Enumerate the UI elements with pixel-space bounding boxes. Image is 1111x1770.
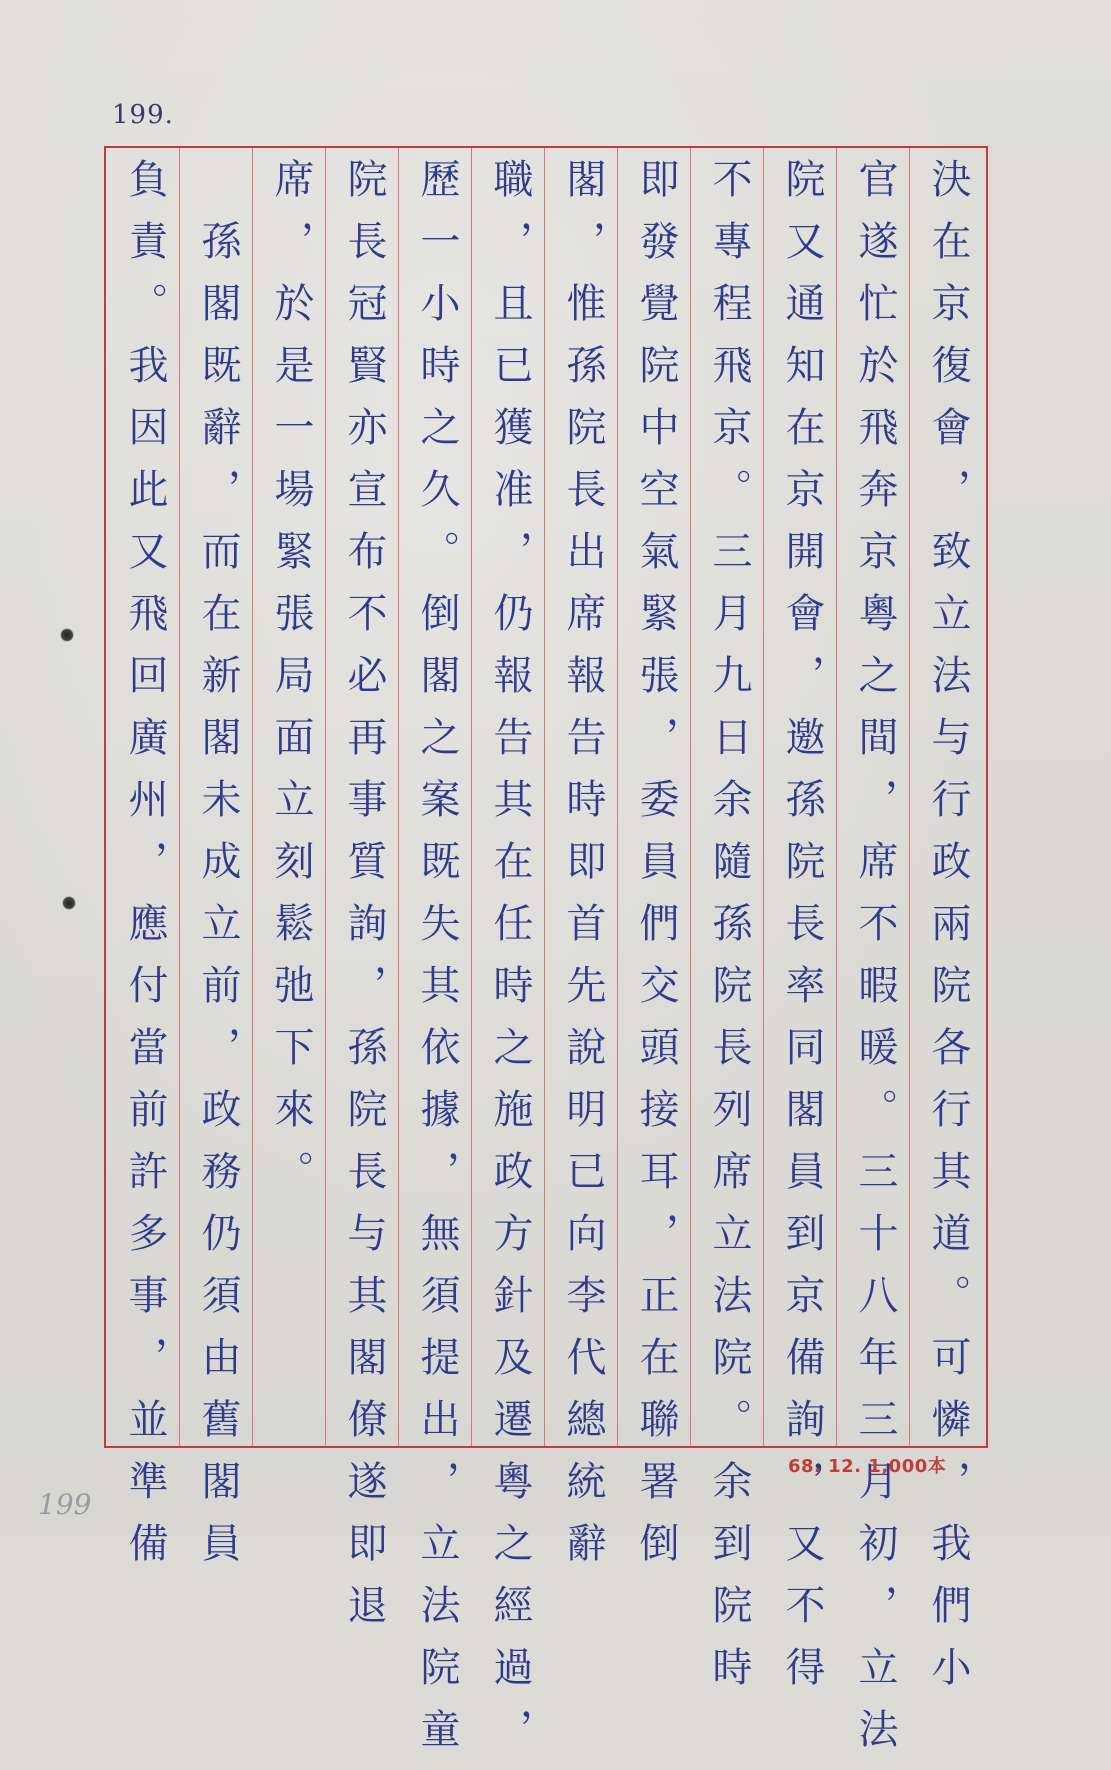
text-column-1: 決在京復會，致立法与行政兩院各行其道。可憐，我們小 [925, 158, 971, 1708]
text-column-5: 即發覺院中空氣緊張，委員們交頭接耳，正在聯署倒 [633, 158, 679, 1584]
column-rule [763, 148, 764, 1446]
text-column-8: 歷一小時之久。倒閣之案既失其依據，無須提出，立法院童 [414, 158, 460, 1770]
column-rule [617, 148, 618, 1446]
column-rule [252, 148, 253, 1446]
column-rule [325, 148, 326, 1446]
binding-hole [60, 628, 74, 642]
text-column-4: 不專程飛京。三月九日余隨孫院長列席立法院。余到院時 [706, 158, 752, 1708]
text-column-6: 閣，惟孫院長出席報告時即首先說明已向李代總統辭 [560, 158, 606, 1584]
column-rule [836, 148, 837, 1446]
text-column-9: 院長冠賢亦宣布不必再事質詢，孫院長与其閣僚遂即退 [341, 158, 387, 1646]
page-number-bottom: 199 [38, 1488, 92, 1521]
column-rule [398, 148, 399, 1446]
column-rule [544, 148, 545, 1446]
text-column-2: 官遂忙於飛奔京粵之間，席不暇暖。三十八年三月初，立法 [852, 158, 898, 1770]
column-rule [690, 148, 691, 1446]
column-rule [909, 148, 910, 1446]
text-column-12: 負責。我因此又飛回廣州，應付當前許多事，並準備 [122, 158, 168, 1584]
text-column-7: 職，且已獲准，仍報告其在任時之施政方針及遷粵之經過， [487, 158, 533, 1770]
printer-imprint: 68. 12. 1,000本 [788, 1456, 947, 1477]
page-number-top: 199. [112, 100, 174, 130]
column-rule [471, 148, 472, 1446]
column-rule [179, 148, 180, 1446]
text-column-10: 席，於是一場緊張局面立刻鬆弛下來。 [268, 158, 314, 1212]
text-column-3: 院又通知在京開會，邀孫院長率同閣員到京備詢，又不得 [779, 158, 825, 1708]
text-column-11: 孫閣既辭，而在新閣未成立前，政務仍須由舊閣員 [195, 158, 241, 1584]
binding-hole [62, 896, 76, 910]
